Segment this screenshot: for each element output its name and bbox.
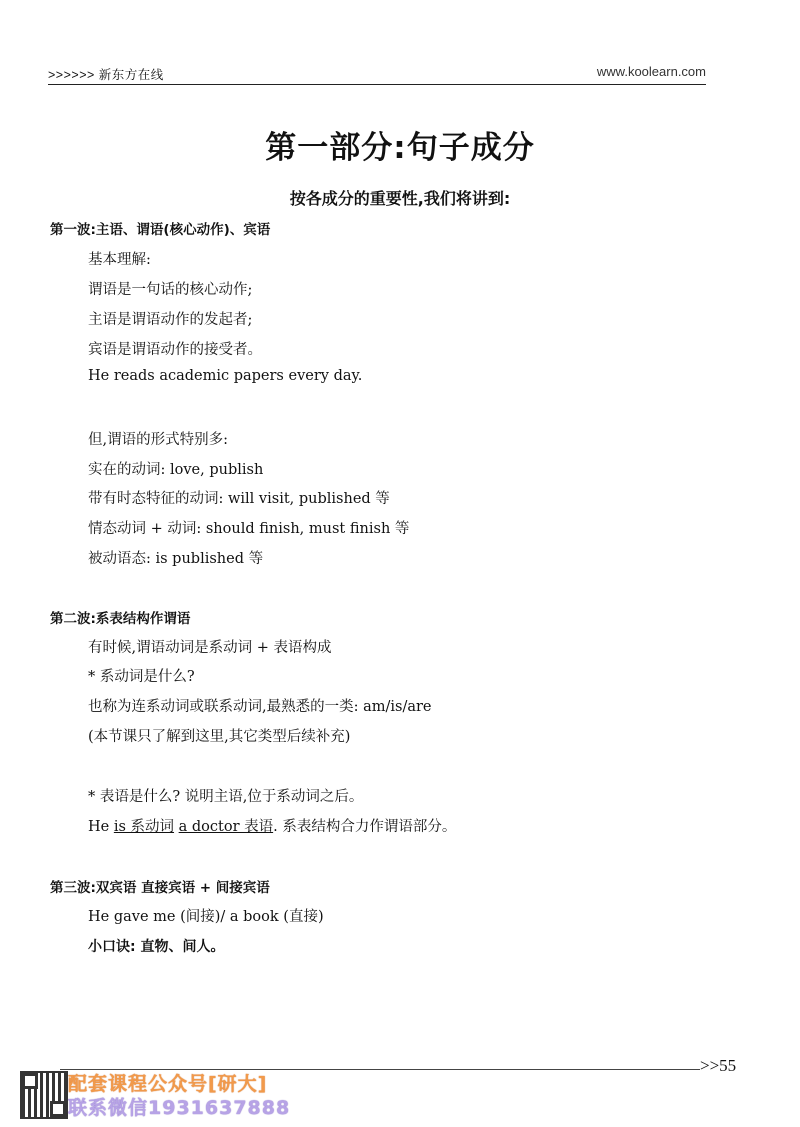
header-website: www.koolearn.com [596,64,706,79]
wave1-heading: 第一波:主语、谓语(核心动作)、宾语 [50,222,271,238]
wave3-heading: 第三波:双宾语 直接宾语 + 间接宾语 [50,880,270,896]
wave1-line: 被动语态: is published 等 [88,551,264,567]
watermark-line2: 联系微信1931637888 [68,1097,291,1119]
wave1-line: 主语是谓语动作的发起者; [88,312,253,328]
watermark-line1: 配套课程公众号[研大] [68,1073,268,1095]
example-predicative: a doctor 表语 [178,819,274,835]
page-header [48,62,706,85]
example-rest: . 系表结构合力作谓语部分。 [273,819,457,835]
wave1-line: 情态动词 + 动词: should finish, must finish 等 [88,521,410,537]
wave2-example [88,815,456,836]
wave1-line: 但,谓语的形式特别多: [88,432,228,448]
wave1-line: 谓语是一句话的核心动作; [88,282,253,298]
mnemonic-line: 小口诀: 直物、间人。 [88,939,225,955]
wave1-line: 带有时态特征的动词: will visit, published 等 [88,491,390,507]
example-linking-verb: is 系动词 [113,819,175,835]
wave2-heading: 第二波:系表结构作谓语 [50,611,191,627]
wave1-line: He reads academic papers every day. [88,368,363,384]
page-number: >>55 [700,1056,737,1075]
wave2-line: * 系动词是什么? [88,669,195,685]
example-subject: He [88,819,114,835]
wave1-line: 实在的动词: love, publish [88,462,264,478]
wave2-line: 有时候,谓语动词是系动词 + 表语构成 [88,640,332,656]
page-title: 第一部分:句子成分 [265,130,535,166]
wave1-line: 基本理解: [88,252,151,268]
wave2-line: 也称为连系动词或联系动词,最熟悉的一类: am/is/are [88,699,432,715]
header-brand: >>>>>> 新东方在线 [48,68,164,82]
wave1-line: 宾语是谓语动作的接受者。 [88,342,262,358]
wave2-line: (本节课只了解到这里,其它类型后续补充) [88,729,351,745]
wave2-line: * 表语是什么? 说明主语,位于系动词之后。 [88,789,364,805]
qr-code-icon [20,1071,68,1119]
wave3-line: He gave me (间接)/ a book (直接) [88,909,324,925]
page-subtitle: 按各成分的重要性,我们将讲到: [289,189,511,208]
